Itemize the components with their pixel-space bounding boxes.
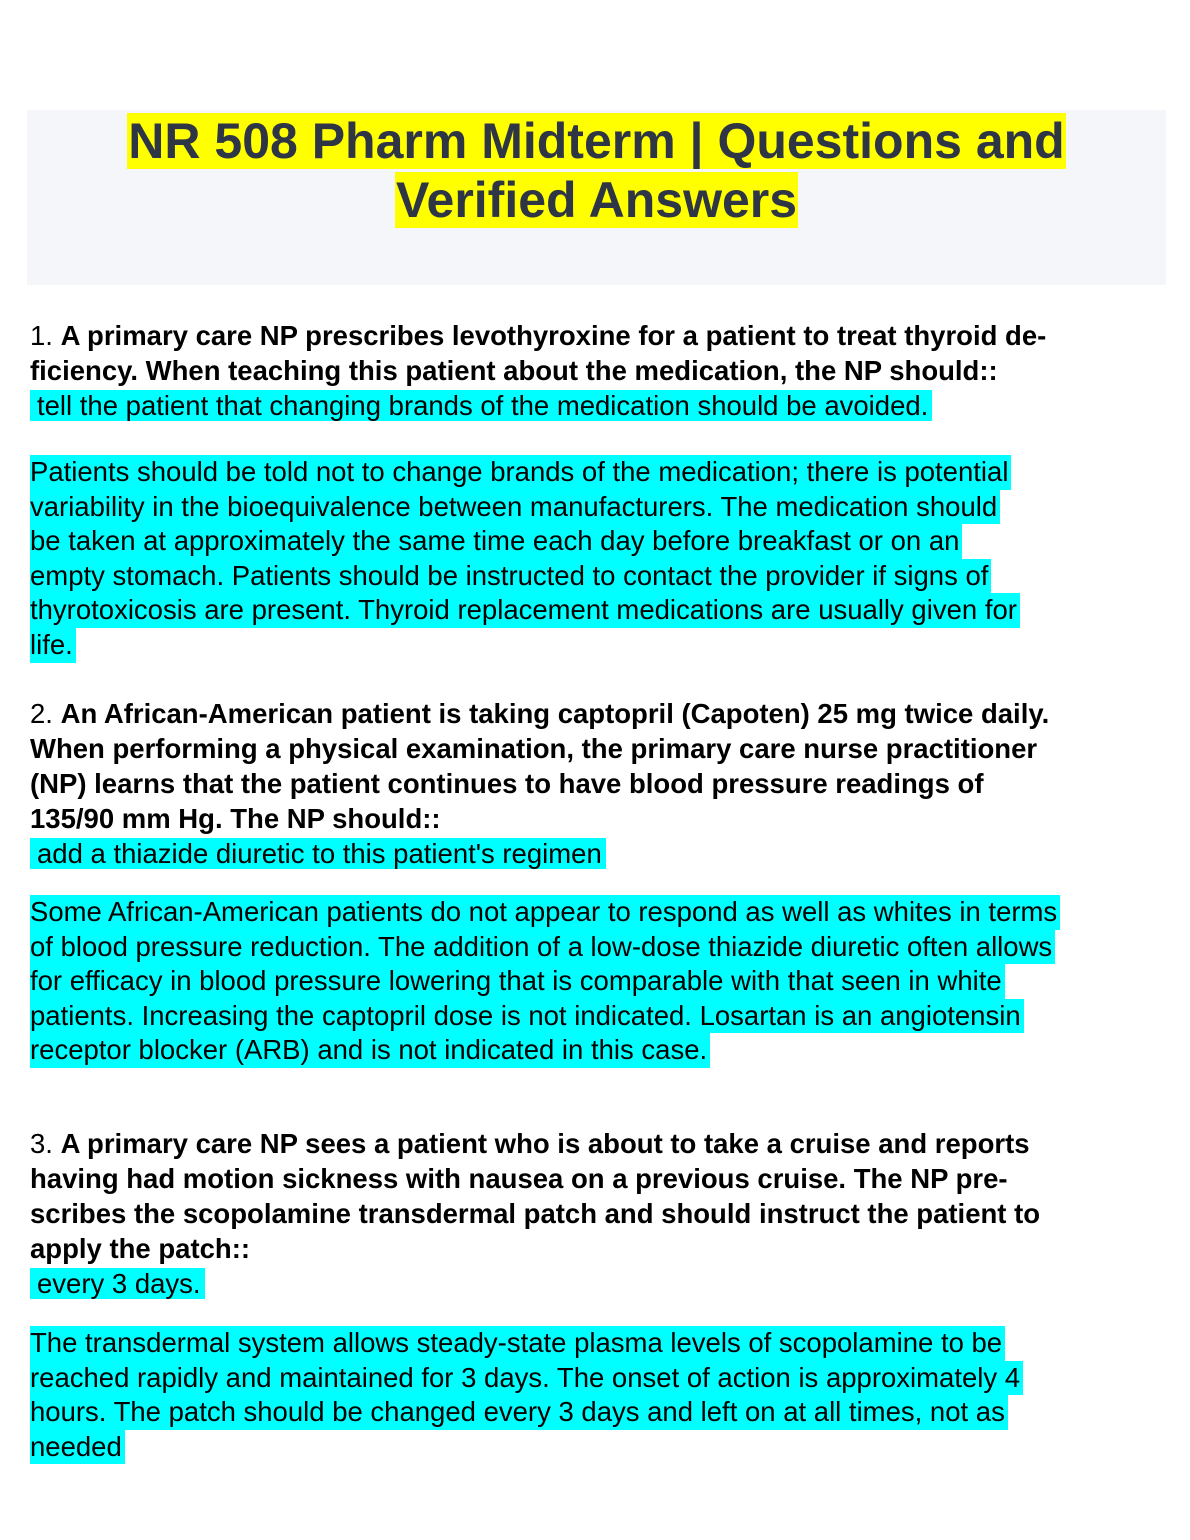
explanation-1-line: variability in the bioequivalence between manufacturers. The medication should — [30, 490, 1000, 525]
explanation-3-line: needed — [30, 1430, 125, 1465]
question-1-number: 1. — [30, 320, 53, 351]
explanation-3-line: hours. The patch should be changed every 3 days and left on at all times, not as — [30, 1395, 1008, 1430]
explanation-1-line: empty stomach. Patients should be instructed to contact the provider if signs of — [30, 559, 991, 594]
explanation-2-line: patients. Increasing the captopril dose is not indicated. Losartan is an angiotensin — [30, 999, 1024, 1034]
title-line-1: NR 508 Pharm Midterm | Questions and — [128, 113, 1065, 169]
answer-1 — [30, 388, 1170, 423]
question-2-text — [30, 696, 1170, 836]
page-title — [27, 112, 1166, 230]
answer-3 — [30, 1266, 1170, 1301]
question-2-line-3: (NP) learns that the patient continues to have blood pressure readings of — [30, 768, 984, 799]
question-2-line-4: 135/90 mm Hg. The NP should:: — [30, 803, 441, 834]
explanation-2 — [30, 895, 1060, 1068]
question-3-line-3: scribes the scopolamine transdermal patch and should instruct the patient to — [30, 1198, 1041, 1229]
explanation-1-line: life. — [30, 628, 76, 663]
question-3-line-4: apply the patch:: — [30, 1233, 251, 1264]
answer-2 — [30, 836, 1170, 871]
question-3-number: 3. — [30, 1128, 53, 1159]
explanation-2-line: Some African-American patients do not appear to respond as well as whites in terms — [30, 895, 1060, 930]
question-2-line-1: An African-American patient is taking captopril (Capoten) 25 mg twice daily. — [60, 698, 1050, 729]
explanation-2-line: for efficacy in blood pressure lowering that is comparable with that seen in white — [30, 964, 1005, 999]
question-3-line-2: having had motion sickness with nausea on a previous cruise. The NP pre- — [30, 1163, 1008, 1194]
question-1-line-1: A primary care NP prescribes levothyroxine for a patient to treat thyroid de- — [60, 320, 1047, 351]
explanation-1-line: thyrotoxicosis are present. Thyroid replacement medications are usually given for — [30, 593, 1020, 628]
question-1-line-2: ficiency. When teaching this patient about the medication, the NP should:: — [30, 355, 998, 386]
answer-3-text: every 3 days. — [30, 1268, 205, 1299]
question-2-number: 2. — [30, 698, 53, 729]
answer-1-text: tell the patient that changing brands of the medication should be avoided. — [30, 390, 932, 421]
question-3 — [30, 1126, 1170, 1301]
title-box — [27, 110, 1166, 285]
answer-2-text: add a thiazide diuretic to this patient's regimen — [30, 838, 606, 869]
explanation-2-line: of blood pressure reduction. The addition of a low-dose thiazide diuretic often allows — [30, 930, 1055, 965]
explanation-1-line: Patients should be told not to change brands of the medication; there is potential — [30, 455, 1011, 490]
question-3-text — [30, 1126, 1170, 1266]
explanation-1-line: be taken at approximately the same time each day before breakfast or on an — [30, 524, 962, 559]
question-2 — [30, 696, 1170, 871]
explanation-1 — [30, 455, 1020, 663]
explanation-3-line: reached rapidly and maintained for 3 days. The onset of action is approximately 4 — [30, 1361, 1023, 1396]
explanation-3 — [30, 1326, 1023, 1464]
explanation-3-line: The transdermal system allows steady-state plasma levels of scopolamine to be — [30, 1326, 1005, 1361]
question-1-text — [30, 318, 1170, 388]
question-2-line-2: When performing a physical examination, the primary care nurse practitioner — [30, 733, 1038, 764]
title-line-2: Verified Answers — [395, 172, 798, 228]
explanation-2-line: receptor blocker (ARB) and is not indicated in this case. — [30, 1033, 710, 1068]
question-3-line-1: A primary care NP sees a patient who is about to take a cruise and reports — [60, 1128, 1030, 1159]
question-1 — [30, 318, 1170, 423]
